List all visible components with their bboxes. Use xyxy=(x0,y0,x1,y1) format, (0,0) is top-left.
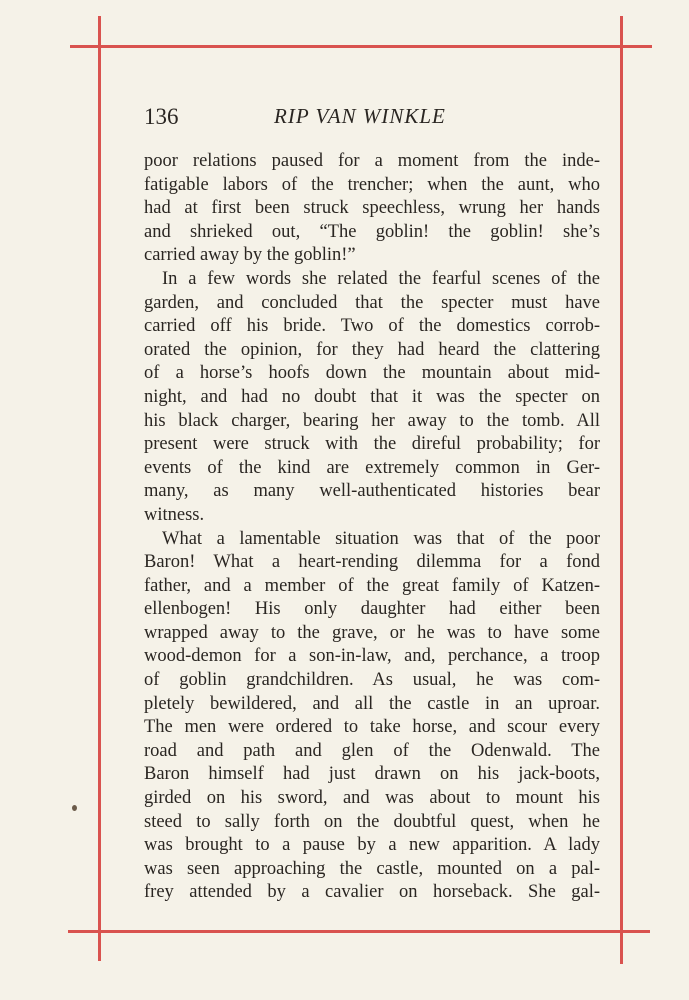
border-rule-left xyxy=(98,16,101,961)
text-line: What a lamentable situation was that of the poor xyxy=(162,528,600,549)
text-line: was seen approaching the castle, mounted on a pal- xyxy=(144,858,600,879)
text-line: ellenbogen! His only daughter had either been xyxy=(144,599,600,620)
page-header xyxy=(144,100,600,136)
text-line: carried away by the goblin!” xyxy=(144,245,356,266)
border-rule-bottom xyxy=(68,930,650,933)
text-line: fatigable labors of the trencher; when the aunt, who xyxy=(144,174,600,195)
running-title: RIP VAN WINKLE xyxy=(274,104,446,128)
text-line: his black charger, bearing her away to the tomb. All xyxy=(144,410,600,431)
text-line: father, and a member of the great family of Katzen- xyxy=(144,575,600,596)
text-line: was brought to a pause by a new apparition. A lady xyxy=(144,835,600,856)
text-line: Baron! What a heart-rending dilemma for a fond xyxy=(144,552,600,573)
text-line: many, as many well-authenticated histories bear xyxy=(144,481,600,502)
border-rule-top xyxy=(70,45,652,48)
text-line: road and path and glen of the Odenwald. The xyxy=(144,740,600,761)
text-line: wrapped away to the grave, or he was to have some xyxy=(144,622,600,643)
text-line: garden, and concluded that the specter must have xyxy=(144,292,600,313)
text-line: In a few words she related the fearful scenes of the xyxy=(162,268,600,289)
text-line: witness. xyxy=(144,504,205,525)
text-line: Baron himself had just drawn on his jack-boots, xyxy=(144,764,600,785)
text-line: present were struck with the direful probability; for xyxy=(144,434,600,455)
paper-speck xyxy=(72,805,77,811)
text-line: carried off his bride. Two of the domestics corrob- xyxy=(144,316,600,337)
text-line: girded on his sword, and was about to mount his xyxy=(144,788,600,809)
text-line: and shrieked out, “The goblin! the goblin! she’s xyxy=(144,221,600,242)
text-line: steed to sally forth on the doubtful quest, when he xyxy=(144,811,600,832)
text-line: wood-demon for a son-in-law, and, perchance, a troop xyxy=(144,646,600,667)
text-line: of a horse’s hoofs down the mountain about mid- xyxy=(144,363,600,384)
page-number: 136 xyxy=(144,104,179,129)
text-line: orated the opinion, for they had heard the clattering xyxy=(144,339,600,360)
text-line: poor relations paused for a moment from the inde- xyxy=(144,151,600,171)
body-text xyxy=(144,150,600,905)
text-line: events of the kind are extremely common in Ger- xyxy=(144,457,600,478)
text-line: of goblin grandchildren. As usual, he was com- xyxy=(144,670,600,691)
text-line: pletely bewildered, and all the castle in an uproar. xyxy=(144,693,600,714)
text-line: had at first been struck speechless, wrung her hands xyxy=(144,198,600,219)
text-line: night, and had no doubt that it was the specter on xyxy=(144,386,600,407)
border-rule-right xyxy=(620,16,623,964)
text-line: The men were ordered to take horse, and scour every xyxy=(144,717,600,738)
text-line: frey attended by a cavalier on horseback. She gal- xyxy=(144,882,600,903)
